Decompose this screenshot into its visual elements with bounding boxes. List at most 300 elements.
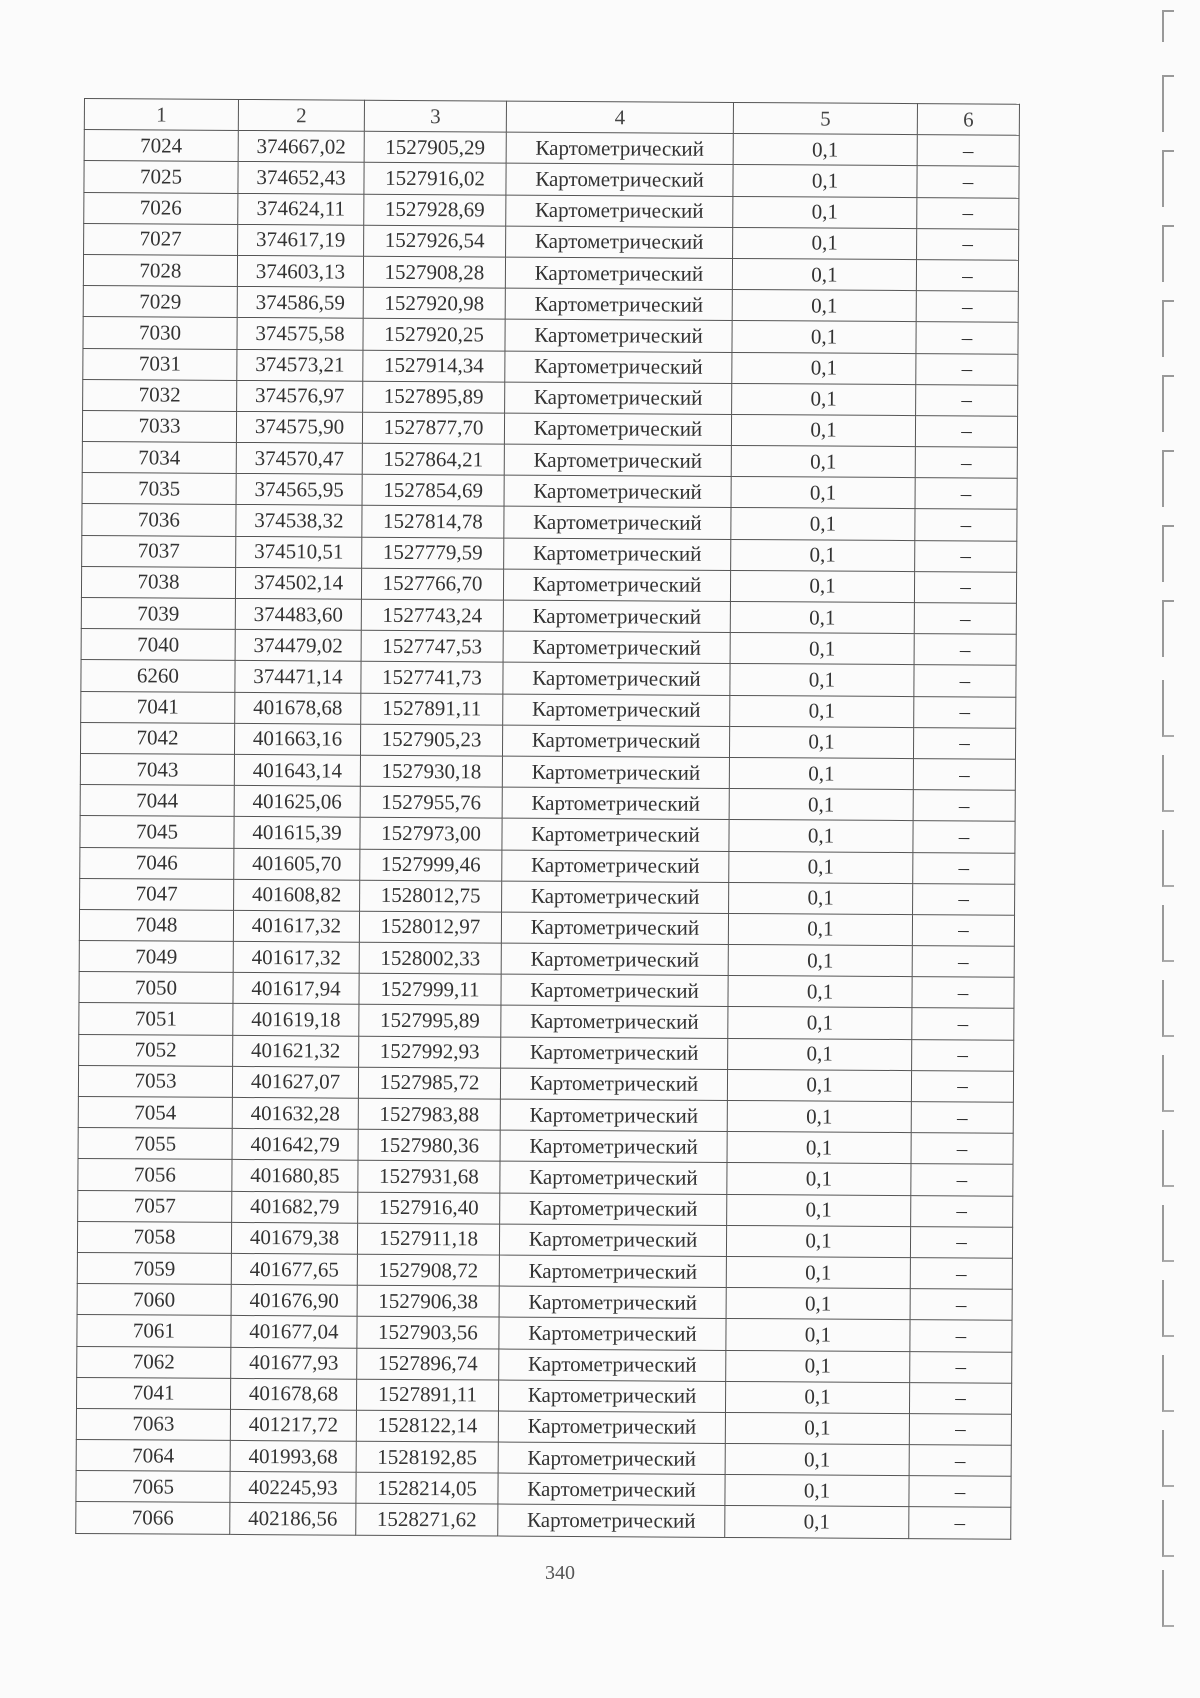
cell-coord-y: 1527973,00 bbox=[360, 818, 502, 850]
cell-method: Картометрический bbox=[499, 1255, 726, 1288]
cell-method: Картометрический bbox=[498, 1442, 725, 1475]
cell-coord-y: 1527814,78 bbox=[362, 506, 504, 538]
cell-note: – bbox=[909, 1445, 1011, 1477]
cell-note: – bbox=[916, 322, 1018, 354]
cell-method: Картометрический bbox=[503, 694, 730, 727]
cell-note: – bbox=[909, 1382, 1011, 1414]
cell-accuracy: 0,1 bbox=[731, 446, 915, 478]
cell-accuracy: 0,1 bbox=[731, 539, 915, 571]
cell-accuracy: 0,1 bbox=[733, 227, 917, 259]
cell-point-number: 7042 bbox=[80, 722, 234, 754]
cell-note: – bbox=[915, 540, 1017, 572]
cell-note: – bbox=[913, 852, 1015, 884]
edge-mark bbox=[1162, 1570, 1174, 1627]
cell-point-number: 7055 bbox=[78, 1128, 232, 1160]
cell-coord-y: 1527906,38 bbox=[357, 1285, 499, 1317]
cell-note: – bbox=[913, 821, 1015, 853]
cell-point-number: 7050 bbox=[79, 972, 233, 1004]
cell-accuracy: 0,1 bbox=[733, 134, 917, 166]
cell-note: – bbox=[911, 1164, 1013, 1196]
cell-coord-x: 374502,14 bbox=[235, 567, 361, 599]
cell-coord-x: 401615,39 bbox=[234, 817, 360, 849]
column-header-5: 5 bbox=[733, 102, 917, 134]
cell-accuracy: 0,1 bbox=[730, 633, 914, 665]
cell-coord-x: 401643,14 bbox=[234, 754, 360, 786]
cell-accuracy: 0,1 bbox=[733, 165, 917, 197]
cell-accuracy: 0,1 bbox=[730, 570, 914, 602]
cell-coord-x: 401679,38 bbox=[231, 1222, 357, 1254]
cell-note: – bbox=[914, 634, 1016, 666]
edge-mark bbox=[1162, 1055, 1174, 1112]
edge-mark bbox=[1162, 75, 1174, 132]
edge-mark bbox=[1162, 1130, 1174, 1187]
cell-coord-y: 1528271,62 bbox=[356, 1504, 498, 1536]
cell-accuracy: 0,1 bbox=[727, 1163, 911, 1195]
cell-accuracy: 0,1 bbox=[729, 882, 913, 914]
cell-point-number: 7066 bbox=[76, 1502, 230, 1534]
edge-mark bbox=[1162, 375, 1174, 432]
cell-method: Картометрический bbox=[501, 974, 728, 1007]
cell-point-number: 7051 bbox=[79, 1003, 233, 1035]
cell-coord-x: 374575,58 bbox=[237, 318, 363, 350]
cell-coord-y: 1527911,18 bbox=[357, 1223, 499, 1255]
cell-coord-x: 401677,93 bbox=[231, 1347, 357, 1379]
edge-mark bbox=[1162, 450, 1174, 507]
cell-point-number: 7049 bbox=[79, 941, 233, 973]
cell-method: Картометрический bbox=[502, 787, 729, 820]
cell-accuracy: 0,1 bbox=[726, 1256, 910, 1288]
cell-point-number: 7044 bbox=[80, 785, 234, 817]
cell-note: – bbox=[912, 977, 1014, 1009]
cell-coord-y: 1527908,72 bbox=[357, 1254, 499, 1286]
cell-accuracy: 0,1 bbox=[730, 601, 914, 633]
cell-point-number: 7041 bbox=[76, 1377, 230, 1409]
cell-coord-y: 1527999,11 bbox=[359, 973, 501, 1005]
cell-point-number: 7028 bbox=[83, 254, 237, 286]
cell-point-number: 7048 bbox=[79, 909, 233, 941]
cell-coord-x: 374624,11 bbox=[238, 193, 364, 225]
cell-method: Картометрический bbox=[499, 1224, 726, 1257]
cell-coord-x: 401625,06 bbox=[234, 786, 360, 818]
cell-note: – bbox=[915, 509, 1017, 541]
edge-mark bbox=[1162, 525, 1174, 582]
table-row bbox=[76, 1502, 1011, 1539]
cell-accuracy: 0,1 bbox=[725, 1412, 909, 1444]
cell-coord-x: 374586,59 bbox=[237, 287, 363, 319]
cell-coord-x: 401993,68 bbox=[230, 1440, 356, 1472]
cell-note: – bbox=[911, 1195, 1013, 1227]
cell-note: – bbox=[917, 228, 1019, 260]
cell-coord-x: 374573,21 bbox=[237, 349, 363, 381]
cell-method: Картометрический bbox=[500, 1068, 727, 1101]
cell-accuracy: 0,1 bbox=[728, 913, 912, 945]
cell-accuracy: 0,1 bbox=[728, 976, 912, 1008]
cell-note: – bbox=[912, 1039, 1014, 1071]
edge-mark bbox=[1162, 600, 1174, 657]
cell-note: – bbox=[909, 1507, 1011, 1539]
cell-coord-x: 401617,32 bbox=[233, 910, 359, 942]
cell-point-number: 7026 bbox=[84, 192, 238, 224]
cell-method: Картометрический bbox=[504, 444, 731, 477]
edge-mark bbox=[1162, 680, 1174, 737]
cell-coord-y: 1527916,40 bbox=[358, 1192, 500, 1224]
cell-coord-x: 401677,65 bbox=[231, 1253, 357, 1285]
scan-edge-marks bbox=[1158, 0, 1188, 1698]
cell-coord-y: 1527779,59 bbox=[362, 537, 504, 569]
cell-point-number: 7029 bbox=[83, 286, 237, 318]
cell-method: Картометрический bbox=[505, 319, 732, 352]
cell-coord-y: 1527896,74 bbox=[357, 1348, 499, 1380]
cell-coord-y: 1527980,36 bbox=[358, 1129, 500, 1161]
cell-method: Картометрический bbox=[502, 725, 729, 758]
cell-coord-y: 1527891,11 bbox=[356, 1379, 498, 1411]
cell-accuracy: 0,1 bbox=[726, 1225, 910, 1257]
cell-coord-x: 374570,47 bbox=[236, 442, 362, 474]
cell-method: Картометрический bbox=[502, 818, 729, 851]
cell-accuracy: 0,1 bbox=[731, 477, 915, 509]
cell-note: – bbox=[915, 478, 1017, 510]
cell-method: Картометрический bbox=[498, 1380, 725, 1413]
cell-coord-y: 1527930,18 bbox=[360, 755, 502, 787]
cell-accuracy: 0,1 bbox=[729, 726, 913, 758]
cell-method: Картометрический bbox=[501, 1037, 728, 1070]
cell-method: Картометрический bbox=[505, 382, 732, 415]
cell-coord-x: 401677,04 bbox=[231, 1316, 357, 1348]
cell-accuracy: 0,1 bbox=[727, 1132, 911, 1164]
cell-coord-y: 1527926,54 bbox=[364, 225, 506, 257]
cell-note: – bbox=[916, 291, 1018, 323]
cell-point-number: 7043 bbox=[80, 753, 234, 785]
cell-point-number: 7032 bbox=[83, 379, 237, 411]
table-body bbox=[76, 130, 1020, 1539]
cell-note: – bbox=[917, 197, 1019, 229]
cell-coord-x: 374538,32 bbox=[236, 505, 362, 537]
cell-coord-y: 1527877,70 bbox=[362, 412, 504, 444]
cell-accuracy: 0,1 bbox=[727, 1069, 911, 1101]
cell-note: – bbox=[915, 447, 1017, 479]
cell-coord-x: 401632,28 bbox=[232, 1097, 358, 1129]
cell-point-number: 7056 bbox=[78, 1159, 232, 1191]
cell-coord-x: 374576,97 bbox=[237, 380, 363, 412]
cell-accuracy: 0,1 bbox=[725, 1444, 909, 1476]
cell-coord-x: 374471,14 bbox=[235, 661, 361, 693]
cell-point-number: 7054 bbox=[78, 1096, 232, 1128]
cell-note: – bbox=[911, 1102, 1013, 1134]
cell-point-number: 7060 bbox=[77, 1284, 231, 1316]
cell-accuracy: 0,1 bbox=[726, 1350, 910, 1382]
cell-method: Картометрический bbox=[506, 132, 733, 165]
cell-method: Картометрический bbox=[499, 1349, 726, 1382]
cell-coord-x: 374603,13 bbox=[237, 255, 363, 287]
cell-coord-x: 374565,95 bbox=[236, 474, 362, 506]
edge-mark bbox=[1162, 830, 1174, 887]
cell-coord-y: 1527983,88 bbox=[358, 1098, 500, 1130]
cell-point-number: 7038 bbox=[81, 566, 235, 598]
coordinates-table bbox=[75, 98, 1020, 1539]
cell-note: – bbox=[916, 353, 1018, 385]
cell-accuracy: 0,1 bbox=[732, 321, 916, 353]
cell-point-number: 7061 bbox=[77, 1315, 231, 1347]
cell-method: Картометрический bbox=[502, 850, 729, 883]
cell-coord-y: 1527920,98 bbox=[363, 287, 505, 319]
cell-coord-x: 401617,94 bbox=[233, 973, 359, 1005]
cell-coord-y: 1527891,11 bbox=[361, 693, 503, 725]
cell-method: Картометрический bbox=[503, 600, 730, 633]
cell-accuracy: 0,1 bbox=[728, 1038, 912, 1070]
cell-method: Картометрический bbox=[505, 257, 732, 290]
cell-method: Картометрический bbox=[506, 163, 733, 196]
cell-coord-x: 401605,70 bbox=[234, 848, 360, 880]
cell-accuracy: 0,1 bbox=[732, 352, 916, 384]
cell-method: Картометрический bbox=[505, 351, 732, 384]
cell-coord-y: 1527985,72 bbox=[358, 1067, 500, 1099]
cell-point-number: 7053 bbox=[78, 1065, 232, 1097]
cell-note: – bbox=[911, 1133, 1013, 1165]
cell-accuracy: 0,1 bbox=[725, 1506, 909, 1538]
cell-method: Картометрический bbox=[504, 538, 731, 571]
cell-point-number: 7047 bbox=[80, 878, 234, 910]
cell-method: Картометрический bbox=[501, 912, 728, 945]
cell-method: Картометрический bbox=[498, 1504, 725, 1537]
cell-method: Картометрический bbox=[500, 1130, 727, 1163]
cell-coord-y: 1527999,46 bbox=[360, 849, 502, 881]
cell-point-number: 7062 bbox=[77, 1346, 231, 1378]
cell-method: Картометрический bbox=[501, 1006, 728, 1039]
cell-coord-y: 1527903,56 bbox=[357, 1317, 499, 1349]
cell-note: – bbox=[909, 1476, 1011, 1508]
edge-mark bbox=[1162, 1355, 1174, 1412]
cell-coord-x: 374479,02 bbox=[235, 630, 361, 662]
column-header-3: 3 bbox=[364, 100, 506, 132]
cell-note: – bbox=[910, 1320, 1012, 1352]
cell-note: – bbox=[911, 1070, 1013, 1102]
cell-method: Картометрический bbox=[499, 1286, 726, 1319]
cell-note: – bbox=[914, 603, 1016, 635]
cell-accuracy: 0,1 bbox=[732, 290, 916, 322]
column-header-4: 4 bbox=[506, 101, 733, 134]
cell-coord-y: 1527743,24 bbox=[361, 599, 503, 631]
cell-coord-y: 1528122,14 bbox=[356, 1410, 498, 1442]
cell-note: – bbox=[913, 790, 1015, 822]
cell-method: Картометрический bbox=[505, 288, 732, 321]
cell-method: Картометрический bbox=[503, 631, 730, 664]
cell-point-number: 7025 bbox=[84, 161, 238, 193]
cell-point-number: 7064 bbox=[76, 1440, 230, 1472]
cell-note: – bbox=[916, 260, 1018, 292]
cell-method: Картометрический bbox=[498, 1473, 725, 1506]
cell-method: Картометрический bbox=[504, 475, 731, 508]
cell-coord-x: 401678,68 bbox=[230, 1378, 356, 1410]
cell-coord-x: 374652,43 bbox=[238, 162, 364, 194]
cell-note: – bbox=[910, 1226, 1012, 1258]
cell-coord-y: 1527916,02 bbox=[364, 163, 506, 195]
cell-coord-y: 1527920,25 bbox=[363, 319, 505, 351]
cell-point-number: 7063 bbox=[76, 1408, 230, 1440]
cell-accuracy: 0,1 bbox=[730, 664, 914, 696]
edge-mark bbox=[1162, 1205, 1174, 1262]
edge-mark bbox=[1162, 10, 1174, 42]
cell-coord-y: 1528012,97 bbox=[359, 911, 501, 943]
cell-accuracy: 0,1 bbox=[732, 383, 916, 415]
cell-accuracy: 0,1 bbox=[733, 196, 917, 228]
cell-coord-y: 1527741,73 bbox=[361, 662, 503, 694]
cell-coord-x: 401617,32 bbox=[233, 941, 359, 973]
cell-accuracy: 0,1 bbox=[728, 945, 912, 977]
cell-coord-x: 401676,90 bbox=[231, 1285, 357, 1317]
cell-point-number: 6260 bbox=[81, 660, 235, 692]
cell-point-number: 7035 bbox=[82, 473, 236, 505]
cell-method: Картометрический bbox=[502, 881, 729, 914]
cell-point-number: 7034 bbox=[82, 442, 236, 474]
cell-method: Картометрический bbox=[504, 507, 731, 540]
cell-point-number: 7041 bbox=[81, 691, 235, 723]
cell-method: Картометрический bbox=[500, 1193, 727, 1226]
cell-accuracy: 0,1 bbox=[727, 1100, 911, 1132]
cell-coord-x: 402245,93 bbox=[230, 1472, 356, 1504]
cell-note: – bbox=[910, 1351, 1012, 1383]
cell-coord-x: 374617,19 bbox=[238, 224, 364, 256]
cell-note: – bbox=[913, 727, 1015, 759]
cell-method: Картометрический bbox=[503, 569, 730, 602]
cell-coord-y: 1528002,33 bbox=[359, 942, 501, 974]
cell-point-number: 7065 bbox=[76, 1471, 230, 1503]
cell-accuracy: 0,1 bbox=[729, 820, 913, 852]
cell-coord-x: 401619,18 bbox=[233, 1004, 359, 1036]
cell-coord-x: 401627,07 bbox=[232, 1066, 358, 1098]
cell-accuracy: 0,1 bbox=[730, 695, 914, 727]
cell-coord-y: 1527928,69 bbox=[364, 194, 506, 226]
cell-point-number: 7033 bbox=[82, 410, 236, 442]
cell-coord-x: 374575,90 bbox=[236, 411, 362, 443]
cell-point-number: 7036 bbox=[82, 504, 236, 536]
cell-note: – bbox=[914, 696, 1016, 728]
cell-accuracy: 0,1 bbox=[729, 789, 913, 821]
cell-point-number: 7037 bbox=[82, 535, 236, 567]
cell-method: Картометрический bbox=[506, 195, 733, 228]
cell-method: Картометрический bbox=[499, 1317, 726, 1350]
cell-method: Картометрический bbox=[503, 662, 730, 695]
edge-mark bbox=[1162, 225, 1174, 282]
cell-coord-y: 1528192,85 bbox=[356, 1441, 498, 1473]
cell-accuracy: 0,1 bbox=[728, 1007, 912, 1039]
cell-note: – bbox=[914, 665, 1016, 697]
cell-coord-x: 401680,85 bbox=[232, 1160, 358, 1192]
cell-coord-x: 401642,79 bbox=[232, 1129, 358, 1161]
cell-coord-y: 1528214,05 bbox=[356, 1472, 498, 1504]
cell-coord-y: 1527955,76 bbox=[360, 786, 502, 818]
cell-accuracy: 0,1 bbox=[729, 757, 913, 789]
cell-point-number: 7031 bbox=[83, 348, 237, 380]
cell-note: – bbox=[914, 571, 1016, 603]
cell-point-number: 7039 bbox=[81, 597, 235, 629]
cell-accuracy: 0,1 bbox=[727, 1194, 911, 1226]
cell-method: Картометрический bbox=[500, 1099, 727, 1132]
cell-note: – bbox=[915, 415, 1017, 447]
cell-method: Картометрический bbox=[502, 756, 729, 789]
cell-point-number: 7024 bbox=[84, 130, 238, 162]
cell-coord-x: 374483,60 bbox=[235, 598, 361, 630]
cell-coord-y: 1527908,28 bbox=[363, 256, 505, 288]
edge-mark bbox=[1162, 300, 1174, 357]
cell-coord-x: 401678,68 bbox=[235, 692, 361, 724]
cell-accuracy: 0,1 bbox=[731, 414, 915, 446]
cell-coord-y: 1527905,29 bbox=[364, 131, 506, 163]
cell-point-number: 7030 bbox=[83, 317, 237, 349]
edge-mark bbox=[1162, 150, 1174, 207]
cell-note: – bbox=[916, 384, 1018, 416]
cell-coord-x: 401608,82 bbox=[234, 879, 360, 911]
cell-point-number: 7057 bbox=[78, 1190, 232, 1222]
cell-coord-y: 1527766,70 bbox=[361, 568, 503, 600]
cell-point-number: 7027 bbox=[84, 223, 238, 255]
cell-coord-y: 1527747,53 bbox=[361, 630, 503, 662]
cell-note: – bbox=[910, 1289, 1012, 1321]
cell-point-number: 7040 bbox=[81, 629, 235, 661]
cell-note: – bbox=[913, 883, 1015, 915]
cell-coord-y: 1527992,93 bbox=[359, 1036, 501, 1068]
cell-coord-x: 401621,32 bbox=[233, 1035, 359, 1067]
cell-coord-y: 1528012,75 bbox=[360, 880, 502, 912]
cell-coord-y: 1527995,89 bbox=[359, 1005, 501, 1037]
cell-coord-y: 1527905,23 bbox=[360, 724, 502, 756]
cell-coord-x: 401217,72 bbox=[230, 1409, 356, 1441]
cell-coord-y: 1527914,34 bbox=[363, 350, 505, 382]
column-header-6: 6 bbox=[917, 104, 1019, 136]
cell-note: – bbox=[912, 914, 1014, 946]
cell-coord-x: 402186,56 bbox=[230, 1503, 356, 1535]
cell-accuracy: 0,1 bbox=[726, 1319, 910, 1351]
cell-method: Картометрический bbox=[498, 1411, 725, 1444]
cell-coord-y: 1527864,21 bbox=[362, 443, 504, 475]
edge-mark bbox=[1162, 980, 1174, 1037]
cell-note: – bbox=[913, 759, 1015, 791]
cell-point-number: 7058 bbox=[77, 1221, 231, 1253]
cell-coord-x: 374667,02 bbox=[238, 131, 364, 163]
column-header-2: 2 bbox=[238, 99, 364, 131]
cell-note: – bbox=[912, 946, 1014, 978]
cell-coord-x: 401663,16 bbox=[234, 723, 360, 755]
cell-point-number: 7045 bbox=[80, 816, 234, 848]
cell-note: – bbox=[909, 1413, 1011, 1445]
edge-mark bbox=[1162, 755, 1174, 812]
cell-accuracy: 0,1 bbox=[725, 1475, 909, 1507]
cell-coord-y: 1527854,69 bbox=[362, 474, 504, 506]
cell-method: Картометрический bbox=[500, 1161, 727, 1194]
page-number: 340 bbox=[545, 1562, 575, 1584]
cell-accuracy: 0,1 bbox=[731, 508, 915, 540]
cell-note: – bbox=[910, 1258, 1012, 1290]
cell-note: – bbox=[917, 135, 1019, 167]
edge-mark bbox=[1162, 905, 1174, 962]
edge-mark bbox=[1162, 1430, 1174, 1487]
cell-note: – bbox=[917, 166, 1019, 198]
cell-point-number: 7046 bbox=[80, 847, 234, 879]
cell-accuracy: 0,1 bbox=[729, 851, 913, 883]
cell-point-number: 7052 bbox=[79, 1034, 233, 1066]
cell-method: Картометрический bbox=[504, 413, 731, 446]
cell-accuracy: 0,1 bbox=[726, 1288, 910, 1320]
cell-coord-x: 401682,79 bbox=[232, 1191, 358, 1223]
cell-coord-y: 1527895,89 bbox=[363, 381, 505, 413]
cell-accuracy: 0,1 bbox=[732, 258, 916, 290]
cell-coord-x: 374510,51 bbox=[236, 536, 362, 568]
column-header-1: 1 bbox=[84, 99, 238, 131]
cell-method: Картометрический bbox=[501, 943, 728, 976]
cell-note: – bbox=[912, 1008, 1014, 1040]
cell-coord-y: 1527931,68 bbox=[358, 1161, 500, 1193]
edge-mark bbox=[1162, 1280, 1174, 1337]
cell-method: Картометрический bbox=[506, 226, 733, 259]
